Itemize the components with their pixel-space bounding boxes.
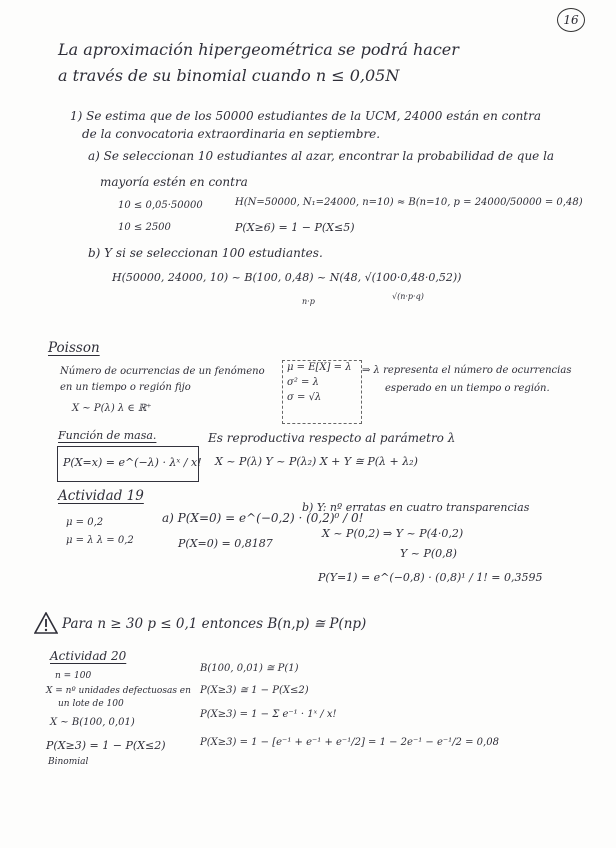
act20-x-1: X = nº unidades defectuosas en bbox=[46, 686, 191, 696]
ex1-part-a-2: mayoría estén en contra bbox=[100, 175, 248, 189]
act20-x-2: un lote de 100 bbox=[58, 699, 124, 709]
act19-part-b-2: X ~ P(0,2) ⇒ Y ~ P(4·0,2) bbox=[322, 527, 464, 540]
reproductive-property: Es reproductiva respecto al parámetro λ bbox=[208, 431, 456, 445]
act19-part-b-3: Y ~ P(0,8) bbox=[400, 547, 457, 560]
ex1-part-a-1: a) Se seleccionan 10 estudiantes al azar, encontrar la probabilidad de que la bbox=[88, 149, 555, 163]
poisson-mean: μ = E[X] = λ bbox=[287, 362, 352, 373]
mass-function-title: Función de masa. bbox=[58, 429, 157, 442]
act20-x-5: Binomial bbox=[48, 757, 89, 767]
ex1-probability: P(X≥6) = 1 − P(X≤5) bbox=[235, 221, 355, 234]
poisson-def-1: Número de ocurrencias de un fenómeno bbox=[60, 366, 265, 377]
mass-function-formula: P(X=x) = e^(−λ) · λˣ / x! bbox=[63, 456, 202, 469]
page-number: 16 bbox=[563, 13, 579, 27]
ex1-model: H(N=50000, N₁=24000, n=10) ≈ B(n=10, p = 24000/50000 = 0,48) bbox=[235, 197, 583, 208]
act20-r-2: P(X≥3) ≅ 1 − P(X≤2) bbox=[200, 685, 309, 696]
poisson-def-2: en un tiempo o región fijo bbox=[60, 382, 191, 393]
act19-mu-2: μ = λ λ = 0,2 bbox=[66, 535, 134, 546]
act19-part-b-1: b) Y: nº erratas en cuatro transparencias bbox=[302, 501, 530, 514]
poisson-variance: σ² = λ bbox=[287, 377, 319, 388]
act19-part-a: a) P(X=0) = e^(−0,2) · (0,2)⁰ / 0! bbox=[162, 511, 364, 525]
warning-text: Para n ≥ 30 p ≤ 0,1 entonces B(n,p) ≅ P(np) bbox=[62, 616, 367, 632]
act20-r-3: P(X≥3) = 1 − Σ e⁻¹ · 1ˣ / x! bbox=[200, 709, 337, 720]
poisson-interpretation-1: ⇒ λ representa el número de ocurrencias bbox=[362, 365, 572, 376]
poisson-title: Poisson bbox=[48, 340, 100, 356]
act19-mu-1: μ = 0,2 bbox=[66, 517, 104, 528]
act19-part-a-result: P(X=0) = 0,8187 bbox=[178, 537, 273, 550]
ex1-statement-1: 1) Se estima que de los 50000 estudiantes de la UCM, 24000 están en contra bbox=[70, 109, 542, 123]
page-number-badge bbox=[557, 8, 585, 32]
intro-line-2: a través de su binomial cuando n ≤ 0,05N bbox=[58, 66, 400, 85]
mass-function-box bbox=[57, 446, 202, 482]
poisson-interpretation-2: esperado en un tiempo o región. bbox=[385, 383, 550, 394]
ex1-condition-2: 10 ≤ 2500 bbox=[118, 222, 171, 233]
act20-r-4: P(X≥3) = 1 − [e⁻¹ + e⁻¹ + e⁻¹/2] = 1 − 2e⁻¹ − e⁻¹/2 = 0,08 bbox=[200, 737, 499, 748]
act20-x-4: P(X≥3) = 1 − P(X≤2) bbox=[46, 739, 166, 752]
intro-line-1: La aproximación hipergeométrica se podrá hacer bbox=[58, 40, 459, 59]
poisson-def-3: X ~ P(λ) λ ∈ ℝ⁺ bbox=[72, 403, 152, 414]
ex1-np-note: n·p bbox=[302, 297, 315, 306]
ex1-part-b-1: b) Y si se seleccionan 100 estudiantes. bbox=[88, 246, 323, 260]
act20-r-1: B(100, 0,01) ≅ P(1) bbox=[200, 663, 299, 674]
ex1-statement-2: de la convocatoria extraordinaria en septiembre. bbox=[82, 127, 381, 141]
ex1-condition-1: 10 ≤ 0,05·50000 bbox=[118, 200, 203, 211]
ex1-part-b-2: H(50000, 24000, 10) ~ B(100, 0,48) ~ N(48, √(100·0,48·0,52)) bbox=[112, 271, 462, 284]
act19-title: Actividad 19 bbox=[58, 488, 144, 504]
ex1-sqrt-note: √(n·p·q) bbox=[392, 292, 424, 301]
act20-n: n = 100 bbox=[55, 671, 92, 681]
reproductive-formula: X ~ P(λ) Y ~ P(λ₂) X + Y ≅ P(λ + λ₂) bbox=[215, 455, 418, 468]
act20-x-3: X ~ B(100, 0,01) bbox=[50, 717, 135, 728]
poisson-moments-box bbox=[282, 360, 362, 424]
act20-title: Actividad 20 bbox=[50, 649, 127, 663]
act19-part-b-4: P(Y=1) = e^(−0,8) · (0,8)¹ / 1! = 0,3595 bbox=[318, 571, 543, 584]
warning-icon bbox=[34, 612, 58, 634]
poisson-sd: σ = √λ bbox=[287, 392, 322, 403]
